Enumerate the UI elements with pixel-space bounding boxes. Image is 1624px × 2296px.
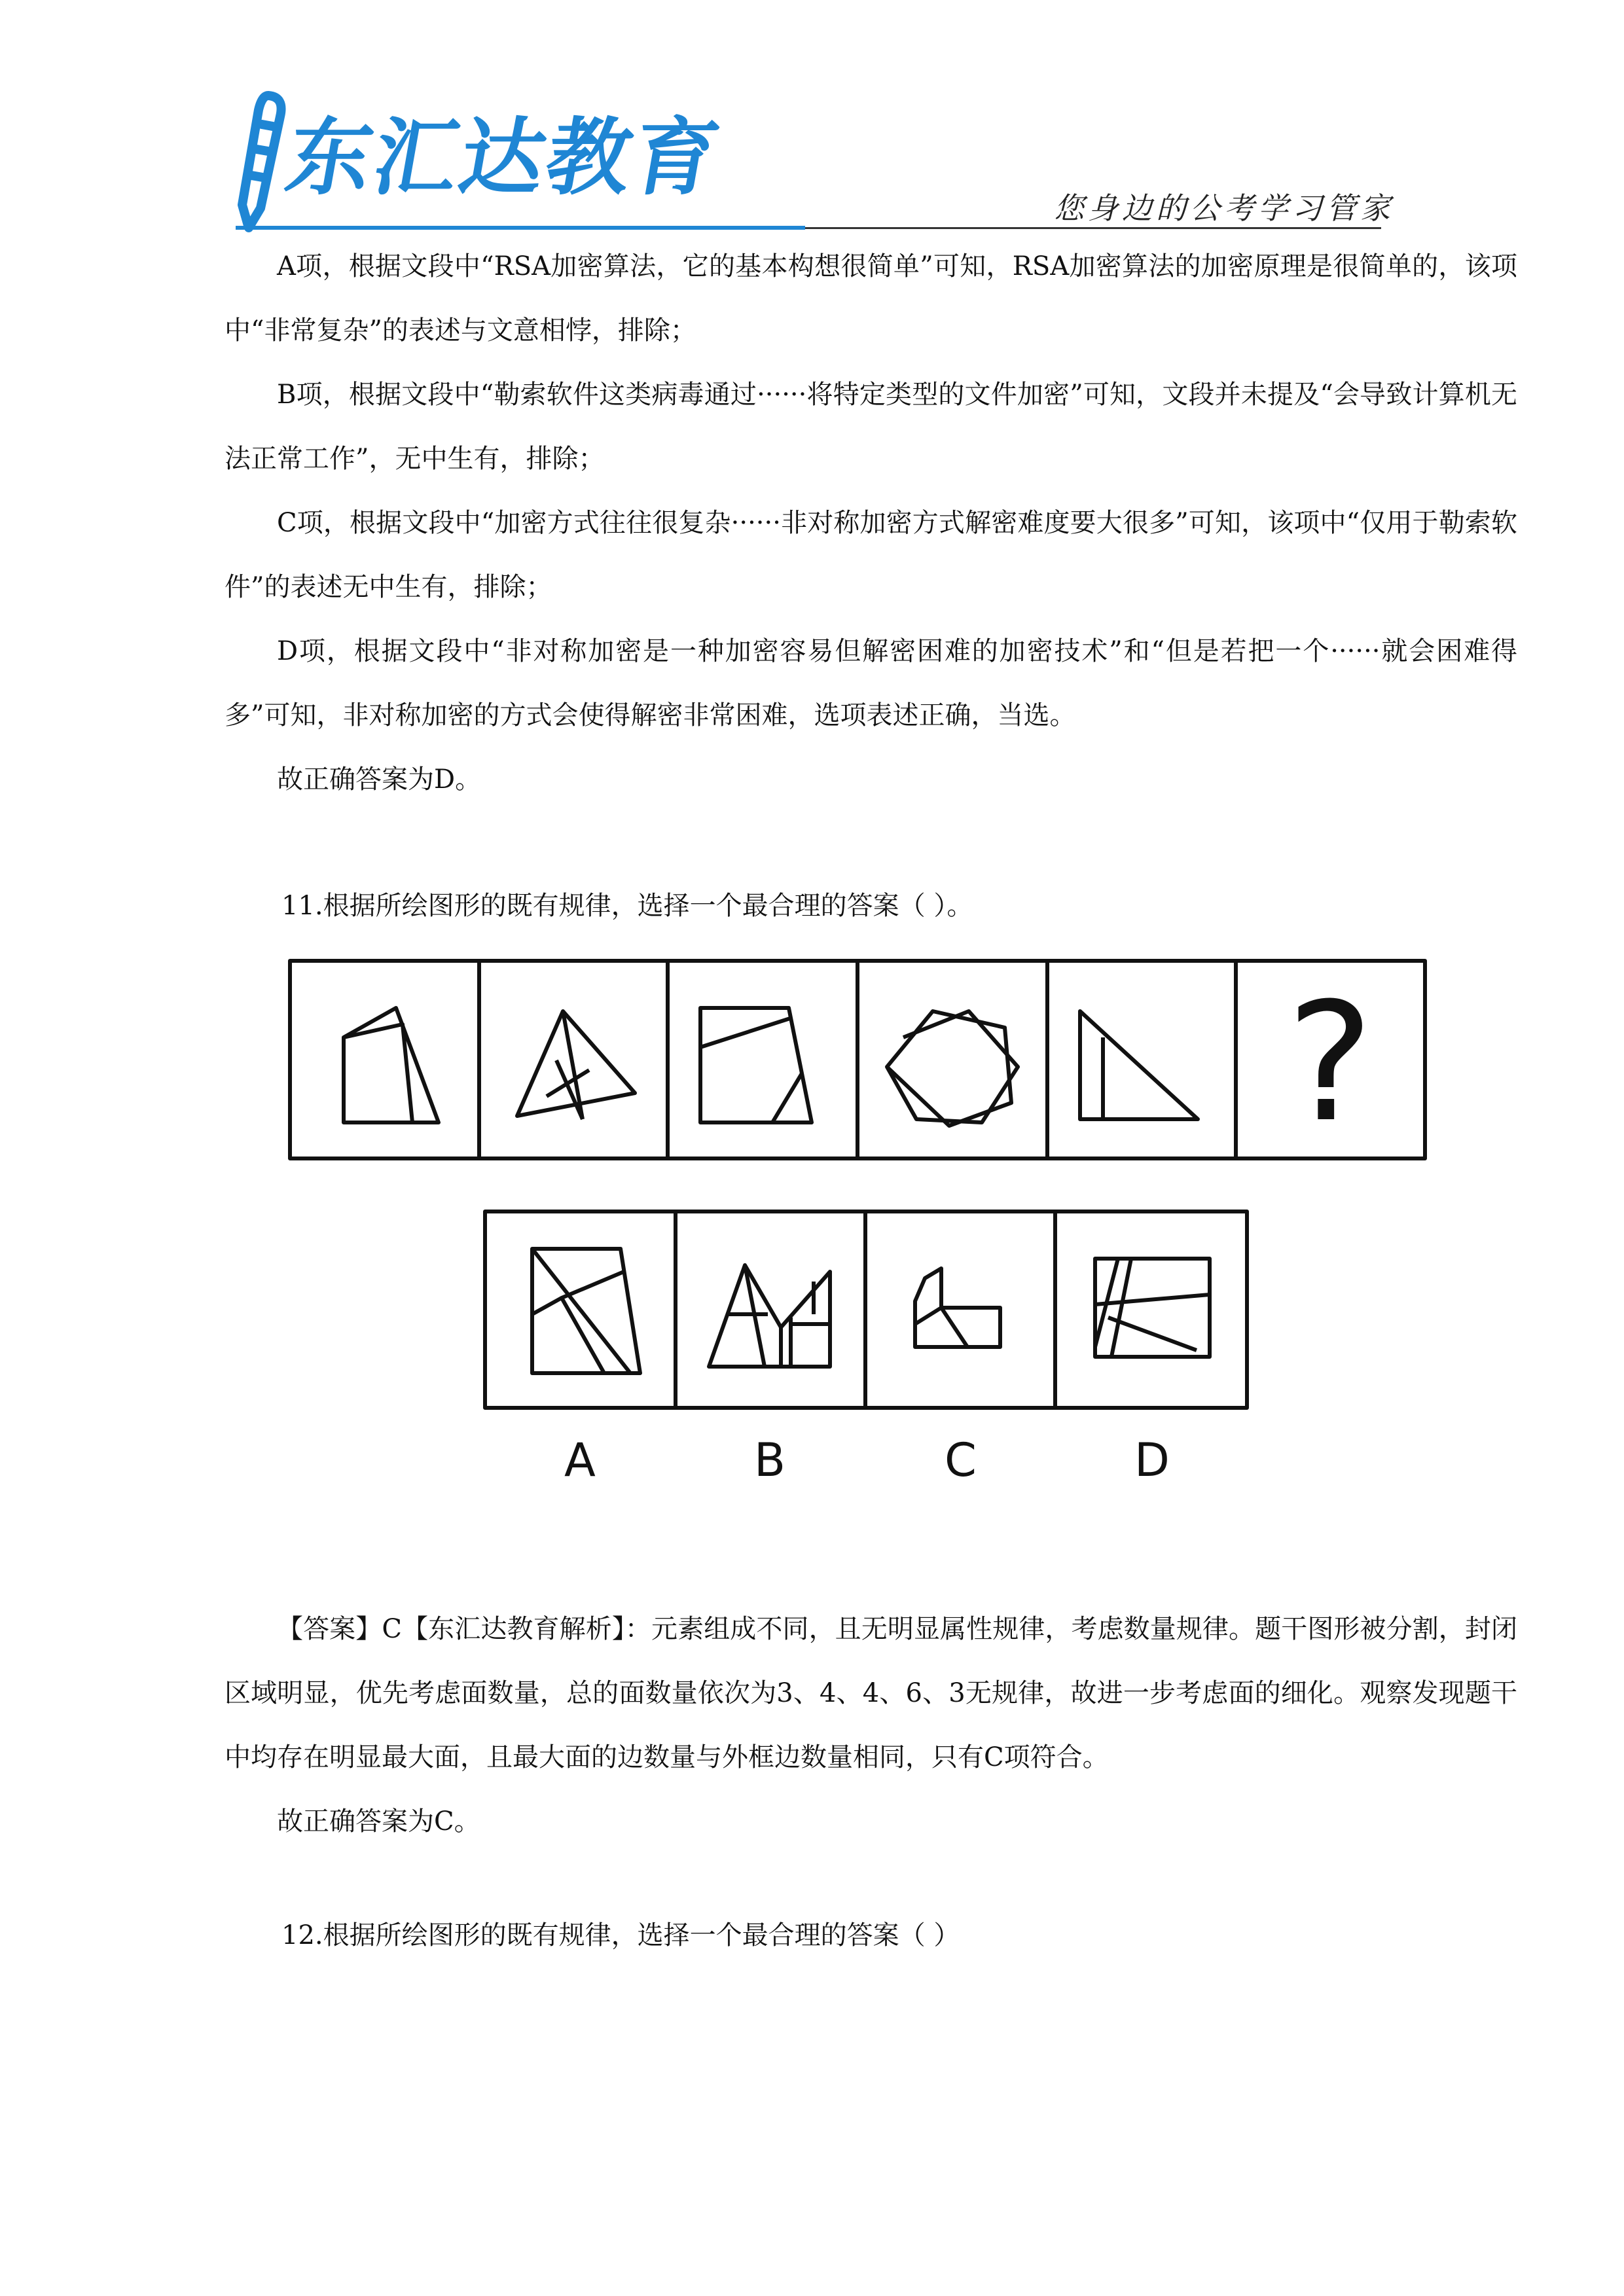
option-d-figure[interactable] <box>1095 1259 1210 1357</box>
header-tagline: 您身边的公考学习管家 <box>1054 190 1394 226</box>
question-11-sequence <box>288 959 1427 1162</box>
option-a-label[interactable]: A <box>564 1433 596 1487</box>
pencil-logo-icon <box>223 84 295 234</box>
sequence-panel-3 <box>700 1008 812 1122</box>
analysis-conclusion: 故正确答案为D。 <box>277 764 482 795</box>
sequence-panel-5 <box>1080 1011 1198 1119</box>
answer-11-conclusion: 故正确答案为C。 <box>277 1806 480 1837</box>
analysis-option-c: C项，根据文段中“加密方式往往很复杂······非对称加密方式解密难度要大很多”可知，该项中“仅用于勒索软件”的表述无中生有，排除； <box>225 508 1517 602</box>
brand-name: 东汇达教育 <box>279 109 729 207</box>
analysis-q10 <box>225 234 1517 812</box>
option-d-label[interactable]: D <box>1134 1433 1170 1487</box>
option-b-figure[interactable] <box>709 1265 830 1367</box>
option-b-label[interactable]: B <box>754 1433 786 1487</box>
option-a-figure[interactable] <box>532 1249 640 1373</box>
question-12-stem: 12.根据所绘图形的既有规律，选择一个最合理的答案（ ） <box>281 1920 960 1950</box>
option-c-figure[interactable] <box>915 1268 1000 1347</box>
question-11-stem: 11.根据所绘图形的既有规律，选择一个最合理的答案（ ）。 <box>281 891 973 921</box>
options-figure <box>483 1210 1249 1412</box>
sequence-panel-4 <box>887 1011 1018 1126</box>
answer-11-explanation: 【答案】C【东汇达教育解析】：元素组成不同，且无明显属性规律，考虑数量规律。题干图形被分割，封闭区域明显，优先考虑面数量，总的面数量依次为3、4、4、6、3无规律，故进一步考虑面的细化。观察发现题干中均存在明显最大面，且最大面的边数量与外框边数量相同，只有C项符合。 <box>225 1614 1517 1772</box>
sequence-panel-2 <box>517 1011 635 1119</box>
analysis-option-b: B项，根据文段中“勒索软件这类病毒通过······将特定类型的文件加密”可知，文段并未提及“会导致计算机无法正常工作”，无中生有，排除； <box>225 380 1517 474</box>
analysis-option-d: D项，根据文段中“非对称加密是一种加密容易但解密困难的加密技术”和“但是若把一个······就会困难得多”可知，非对称加密的方式会使得解密非常困难，选项表述正确，当选。 <box>225 636 1517 730</box>
question-mark-icon: ? <box>1286 967 1374 1158</box>
answer-11 <box>225 1597 1517 1854</box>
sequence-panel-1 <box>344 1008 439 1122</box>
analysis-option-a: A项，根据文段中“RSA加密算法，它的基本构想很简单”可知，RSA加密算法的加密原理是很简单的，该项中“非常复杂”的表述与文意相悖，排除； <box>225 251 1517 346</box>
question-11-options <box>483 1210 1249 1412</box>
header-divider-blue <box>236 226 805 230</box>
brand-logo <box>223 84 812 234</box>
sequence-figure <box>288 959 1427 1162</box>
option-c-label[interactable]: C <box>945 1433 977 1487</box>
